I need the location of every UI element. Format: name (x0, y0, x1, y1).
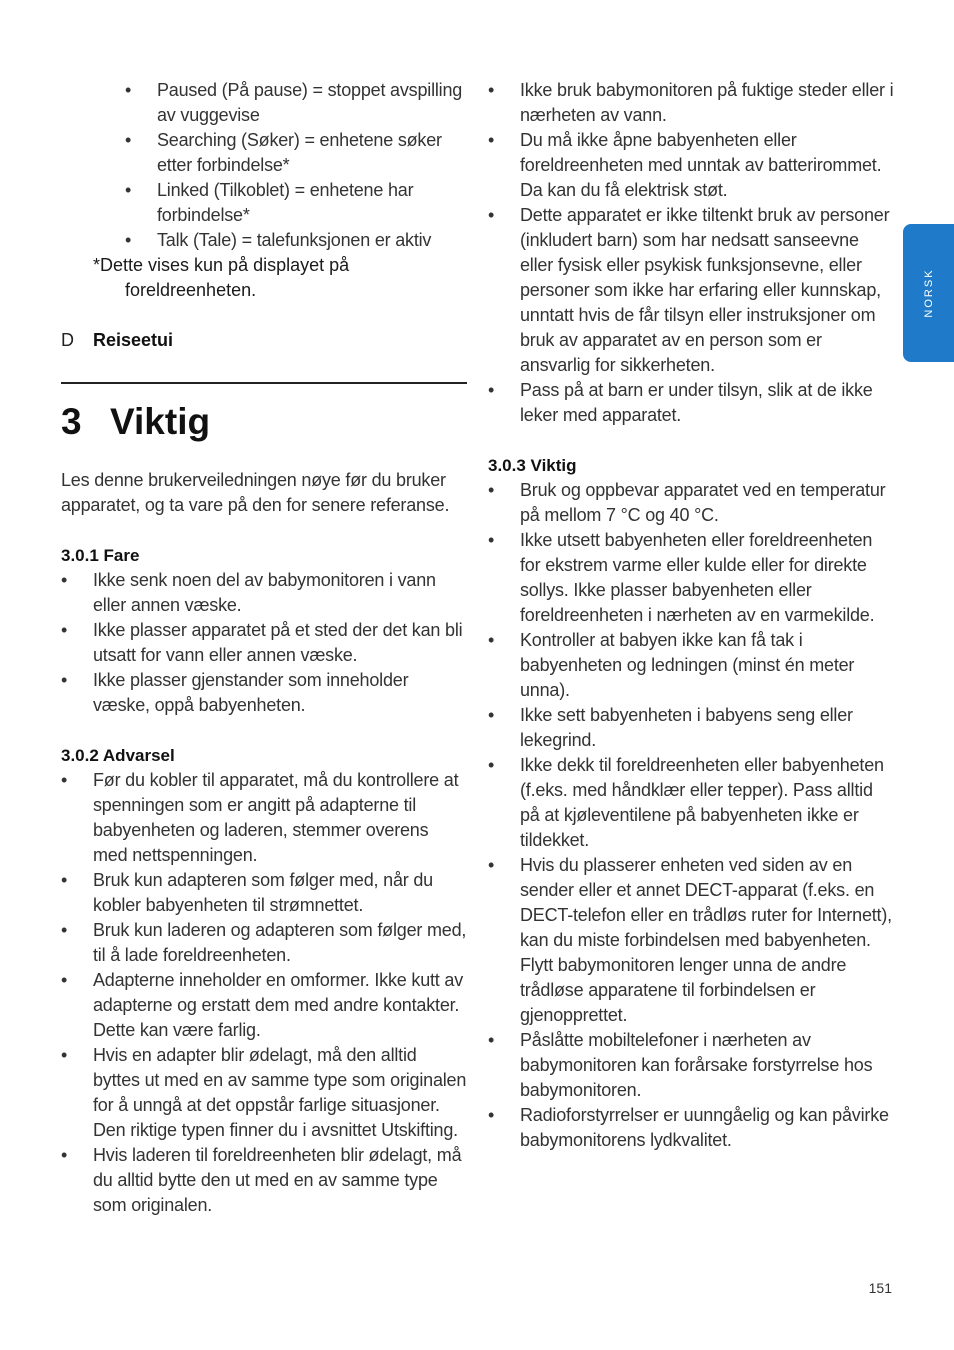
list-item: • Hvis du plasserer enheten ved siden av en sender eller et annet DECT-apparat (f.eks. en DECT-telefon eller en trådløs ruter for Internett), kan du miste forbindelsen med babyenheten. Flytt babymonitoren lenger unna de andre trådløse apparatene til forbindelsen er gjenopprettet. (488, 855, 892, 1025)
item-d-letter: D (61, 330, 74, 350)
list-item: • Ikke plasser apparatet på et sted der det kan bli utsatt for vann eller annen væske. (61, 620, 463, 665)
list-item: • Du må ikke åpne babyenheten eller foreldreenheten med unntak av batterirommet. Da kan du få elektrisk støt. (488, 130, 882, 200)
list-item: • Ikke senk noen del av babymonitoren i vann eller annen væske. (61, 570, 436, 615)
fare-list (61, 568, 467, 718)
section-divider (61, 382, 467, 384)
list-item: • Pass på at barn er under tilsyn, slik at de ikke leker med apparatet. (488, 380, 873, 425)
list-item: • Ikke plasser gjenstander som inneholder væske, oppå babyenheten. (61, 670, 409, 715)
list-item: • Kontroller at babyen ikke kan få tak i babyenheten og ledningen (minst én meter unna). (488, 630, 855, 700)
left-column (61, 78, 467, 1218)
list-item: • Talk (Tale) = talefunksjonen er aktiv (125, 230, 432, 250)
advarsel-list (61, 768, 467, 1218)
list-item: • Hvis laderen til foreldreenheten blir ødelagt, må du alltid bytte den ut med en av samme type som originalen. (61, 1145, 462, 1215)
language-tab-label: NORSK (922, 268, 935, 318)
advarsel-heading: 3.0.2 Advarsel (61, 746, 175, 765)
right-column (488, 78, 894, 1153)
chapter-title (61, 400, 467, 444)
chapter-name: Viktig (110, 401, 211, 442)
list-item: • Ikke sett babyenheten i babyens seng eller lekegrind. (488, 705, 853, 750)
display-note: *Dette vises kun på displayet på foreldreenheten. (93, 255, 350, 300)
list-item: • Påslåtte mobiltelefoner i nærheten av babymonitoren kan forårsake forstyrrelse hos babymonitoren. (488, 1030, 873, 1100)
list-item: • Adapterne inneholder en omformer. Ikke kutt av adapterne og erstatt dem med andre kontakter. Dette kan være farlig. (61, 970, 464, 1040)
list-item: • Searching (Søker) = enhetene søker etter forbindelse* (125, 130, 442, 175)
page-number: 151 (868, 1280, 892, 1296)
list-item: • Bruk kun laderen og adapteren som følger med, til å lade foreldreenheten. (61, 920, 467, 965)
list-item: • Radioforstyrrelser er uunngåelig og kan påvirke babymonitorens lydkvalitet. (488, 1105, 889, 1150)
list-item: • Linked (Tilkoblet) = enhetene har forbindelse* (125, 180, 414, 225)
list-item: • Dette apparatet er ikke tiltenkt bruk av personer (inkludert barn) som har nedsatt sanseevne eller fysisk eller psykisk funksjonsevne, eller personer som ikke har erfaring eller kunnskap, unntatt hvis de får tilsyn eller instruksjoner om bruk av apparatet av en person som er ansvarlig for sikkerheten. (488, 205, 890, 375)
viktig-list (488, 478, 894, 1153)
language-tab (903, 224, 954, 362)
item-d-label: Reiseetui (93, 330, 174, 350)
intro-paragraph: Les denne brukerveiledningen nøye før du bruker apparatet, og ta vare på den for senere referanse. (61, 470, 450, 515)
list-item: • Ikke bruk babymonitoren på fuktige steder eller i nærheten av vann. (488, 80, 894, 125)
status-list (61, 78, 467, 253)
advarsel-continued-list (488, 78, 894, 428)
item-d (61, 328, 467, 353)
list-item: • Ikke dekk til foreldreenheten eller babyenheten (f.eks. med håndklær eller tepper). Pass alltid på at kjøleventilene på babyenheten ikke er tildekket. (488, 755, 884, 850)
list-item: • Ikke utsett babyenheten eller foreldreenheten for ekstrem varme eller kulde eller for direkte sollys. Ikke plasser babyenheten eller foreldreenheten i nærheten av en varmekilde. (488, 530, 875, 625)
list-item: • Bruk kun adapteren som følger med, når du kobler babyenheten til strømnettet. (61, 870, 433, 915)
list-item: • Hvis en adapter blir ødelagt, må den alltid byttes ut med en av samme type som originalen for å unngå at det oppstår farlige situasjoner. Den riktige typen finner du i avsnittet Utskifting. (61, 1045, 467, 1140)
viktig-heading: 3.0.3 Viktig (488, 456, 577, 475)
list-item: • Før du kobler til apparatet, må du kontrollere at spenningen som er angitt på adapterne til babyenheten og laderen, stemmer overens med nettspenningen. (61, 770, 459, 865)
fare-heading: 3.0.1 Fare (61, 546, 140, 565)
list-item: • Paused (På pause) = stoppet avspilling av vuggevise (125, 80, 463, 125)
list-item: • Bruk og oppbevar apparatet ved en temperatur på mellom 7 °C og 40 °C. (488, 480, 886, 525)
chapter-number: 3 (61, 401, 82, 442)
